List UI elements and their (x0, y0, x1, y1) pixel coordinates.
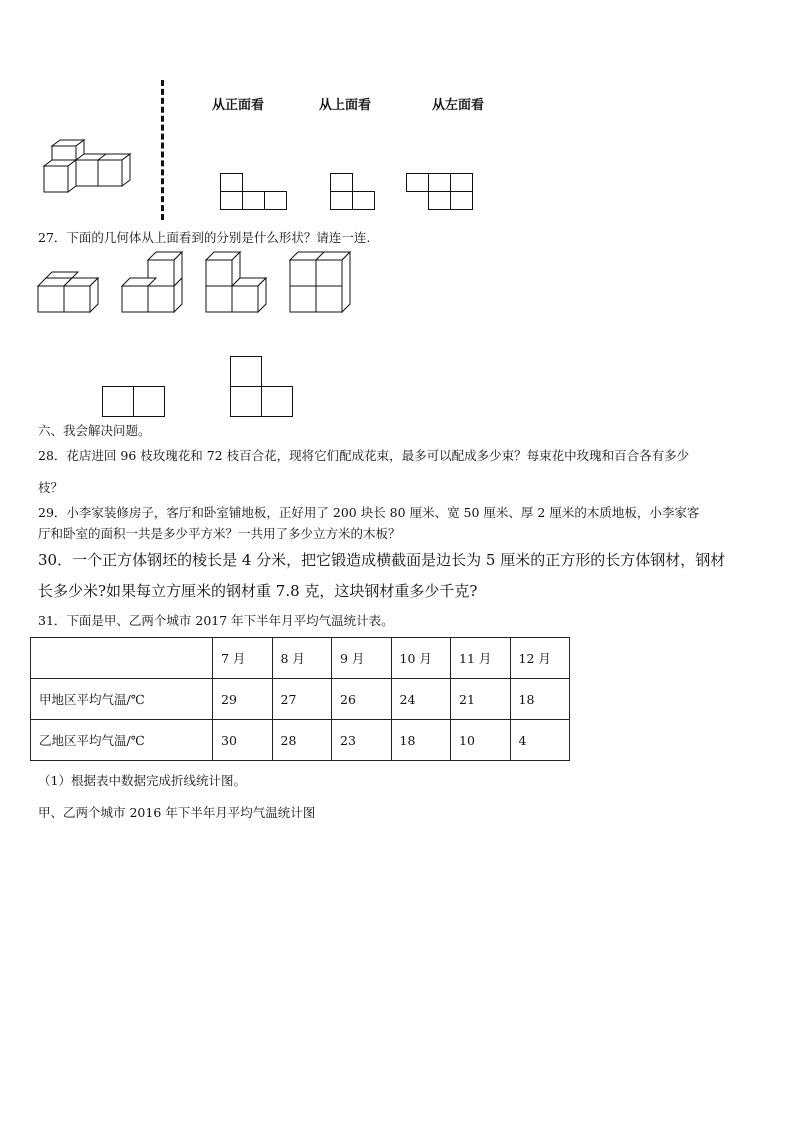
dashed-divider (161, 80, 164, 220)
label-left-view: 从左面看 (432, 98, 485, 113)
table-cell: 10 (451, 720, 511, 761)
table-cell: 28 (272, 720, 332, 761)
table-cell: 18 (510, 679, 570, 720)
table-cell: 21 (451, 679, 511, 720)
table-cell: 4 (510, 720, 570, 761)
table-header-row (31, 638, 570, 679)
question-30-line1: 30．一个正方体钢坯的棱长是 4 分米，把它锻造成横截面是边长为 5 厘米的正方形的长方体钢材，钢材 (38, 551, 726, 569)
solid-d (290, 252, 360, 322)
label-front-view: 从正面看 (212, 98, 265, 113)
row-label: 乙地区平均气温/℃ (31, 720, 213, 761)
table-header-cell: 11 月 (451, 638, 511, 679)
cube-solid-figure (40, 138, 140, 198)
question-28-line2: 枝？ (38, 480, 64, 495)
table-cell: 18 (391, 720, 451, 761)
table-cell: 30 (213, 720, 273, 761)
solid-a (38, 268, 108, 318)
table-header-cell (31, 638, 213, 679)
table-header-cell: 9 月 (332, 638, 392, 679)
solid-b (122, 252, 192, 322)
table-cell: 23 (332, 720, 392, 761)
question-29-line1: 29．小李家装修房子，客厅和卧室铺地板，正好用了 200 块长 80 厘米、宽 50 厘米、厚 2 厘米的木质地板，小李家客 (38, 505, 700, 520)
chart-caption: 甲、乙两个城市 2016 年下半年月平均气温统计图 (38, 805, 316, 820)
table-row (31, 720, 570, 761)
table-cell: 29 (213, 679, 273, 720)
table-cell: 26 (332, 679, 392, 720)
question-28-line1: 28．花店进回 96 枝玫瑰花和 72 枝百合花，现将它们配成花束，最多可以配成多少束？每束花中玫瑰和百合各有多少 (38, 448, 690, 463)
table-header-cell: 10 月 (391, 638, 451, 679)
label-top-view: 从上面看 (319, 98, 372, 113)
question-27: 27．下面的几何体从上面看到的分别是什么形状？请连一连. (38, 230, 371, 245)
question-31-part-1: （1）根据表中数据完成折线统计图。 (38, 773, 246, 788)
table-cell: 27 (272, 679, 332, 720)
question-31: 31．下面是甲、乙两个城市 2017 年下半年月平均气温统计表。 (38, 613, 394, 628)
table-header-cell: 8 月 (272, 638, 332, 679)
question-30-line2: 长多少米?如果每立方厘米的钢材重 7.8 克，这块钢材重多少千克? (38, 582, 478, 600)
table-cell: 24 (391, 679, 451, 720)
row-label: 甲地区平均气温/℃ (31, 679, 213, 720)
table-header-cell: 7 月 (213, 638, 273, 679)
table-header-cell: 12 月 (510, 638, 570, 679)
temperature-table (30, 637, 570, 761)
question-29-line2: 厅和卧室的面积一共是多少平方米？一共用了多少立方米的木板？ (38, 526, 401, 541)
table-row (31, 679, 570, 720)
solid-c (206, 252, 276, 322)
section-6-heading: 六、我会解决问题。 (38, 423, 151, 438)
